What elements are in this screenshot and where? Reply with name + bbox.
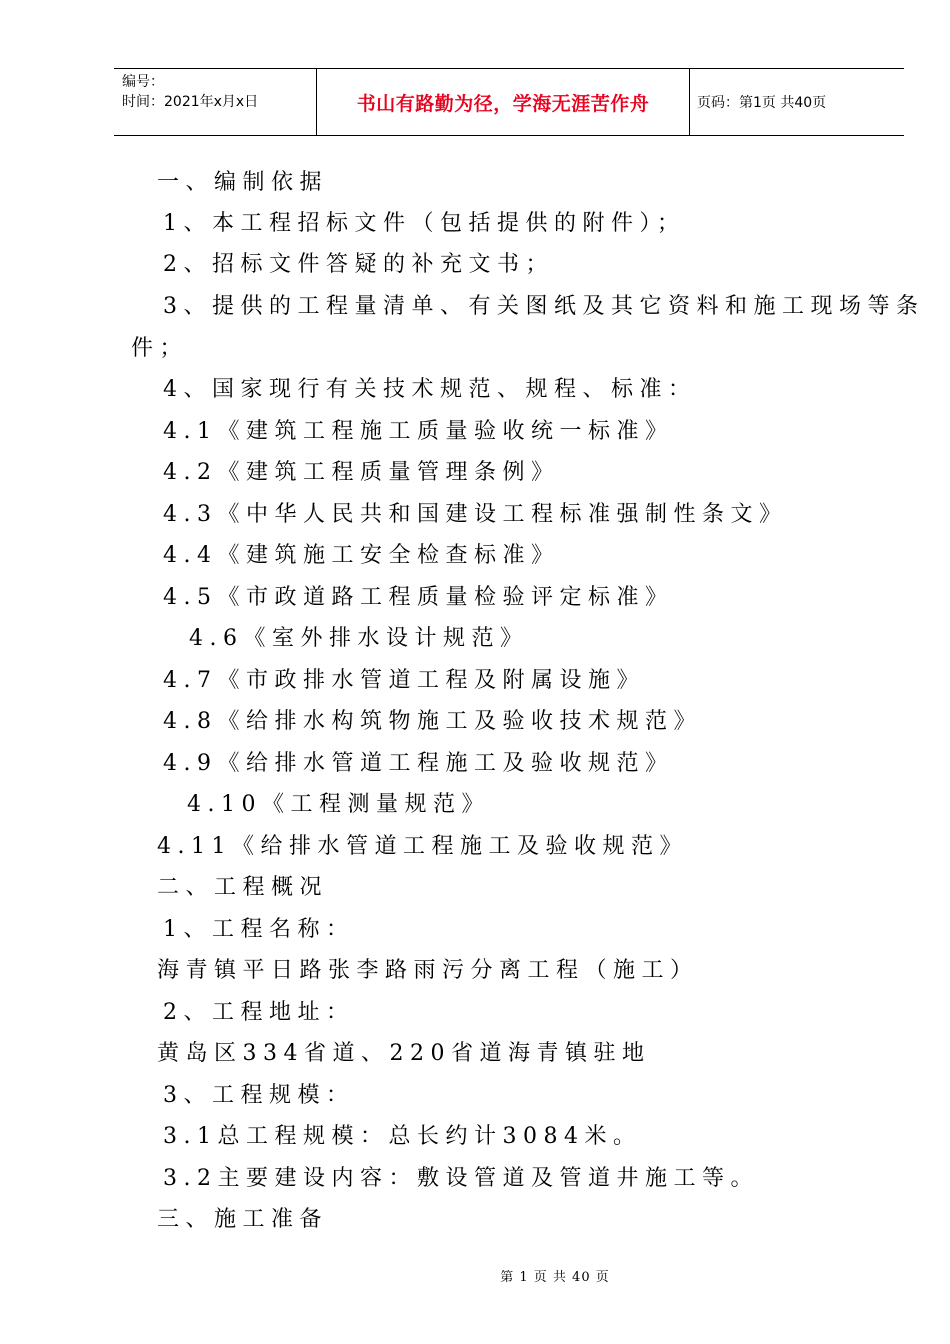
body-line: 2、工程地址： (163, 1000, 355, 1025)
body-line: 3、工程规模： (163, 1083, 355, 1108)
section-heading-preparation: 三、施工准备 (157, 1207, 329, 1232)
body-line-continuation: 件； (131, 336, 189, 361)
body-line: 2、招标文件答疑的补充文书； (163, 252, 554, 277)
section-heading-basis: 一、编制依据 (157, 170, 329, 195)
header-page-cell (690, 69, 904, 135)
standard-item: 4.10《工程测量规范》 (187, 792, 490, 817)
standard-item: 4.1《建筑工程施工质量验收统一标准》 (163, 419, 674, 444)
header-meta-cell (114, 69, 316, 135)
footer-page-number: 第 1 页 共 40 页 (500, 1270, 610, 1285)
standard-item: 4.4《建筑施工安全检查标准》 (163, 543, 560, 568)
body-line: 1、工程名称： (163, 917, 355, 942)
body-line: 4、国家现行有关技术规范、规程、标准： (163, 377, 697, 402)
standard-item: 4.3《中华人民共和国建设工程标准强制性条文》 (163, 502, 788, 527)
standard-item: 4.9《给排水管道工程施工及验收规范》 (163, 751, 674, 776)
body-line: 海青镇平日路张李路雨污分离工程（施工） (157, 958, 699, 983)
page-footer (0, 1266, 950, 1285)
standard-item: 4.2《建筑工程质量管理条例》 (163, 460, 560, 485)
document-header (114, 68, 904, 136)
body-line: 黄岛区334省道、220省道海青镇驻地 (157, 1041, 651, 1066)
body-line: 3.1总工程规模：总长约计3084米。 (163, 1124, 642, 1149)
document-number-label: 编号： (122, 74, 164, 90)
document-time-label: 时间：2021年x月x日 (122, 94, 259, 110)
header-motto-cell (316, 69, 690, 135)
section-heading-overview: 二、工程概况 (157, 875, 329, 900)
header-page-number: 页码：第1页 共40页 (697, 95, 827, 111)
header-motto: 书山有路勤为径，学海无涯苦作舟 (356, 92, 650, 115)
standard-item: 4.8《给排水构筑物施工及验收技术规范》 (163, 709, 702, 734)
body-line: 3.2主要建设内容：敷设管道及管道井施工等。 (163, 1166, 759, 1191)
body-line: 3、提供的工程量清单、有关图纸及其它资料和施工现场等条 (163, 294, 925, 319)
standard-item: 4.11《给排水管道工程施工及验收规范》 (157, 834, 688, 859)
standard-item: 4.7《市政排水管道工程及附属设施》 (163, 668, 645, 693)
standard-item: 4.5《市政道路工程质量检验评定标准》 (163, 585, 674, 610)
body-line: 1、本工程招标文件（包括提供的附件）； (163, 211, 686, 236)
standard-item: 4.6《室外排水设计规范》 (189, 626, 529, 651)
